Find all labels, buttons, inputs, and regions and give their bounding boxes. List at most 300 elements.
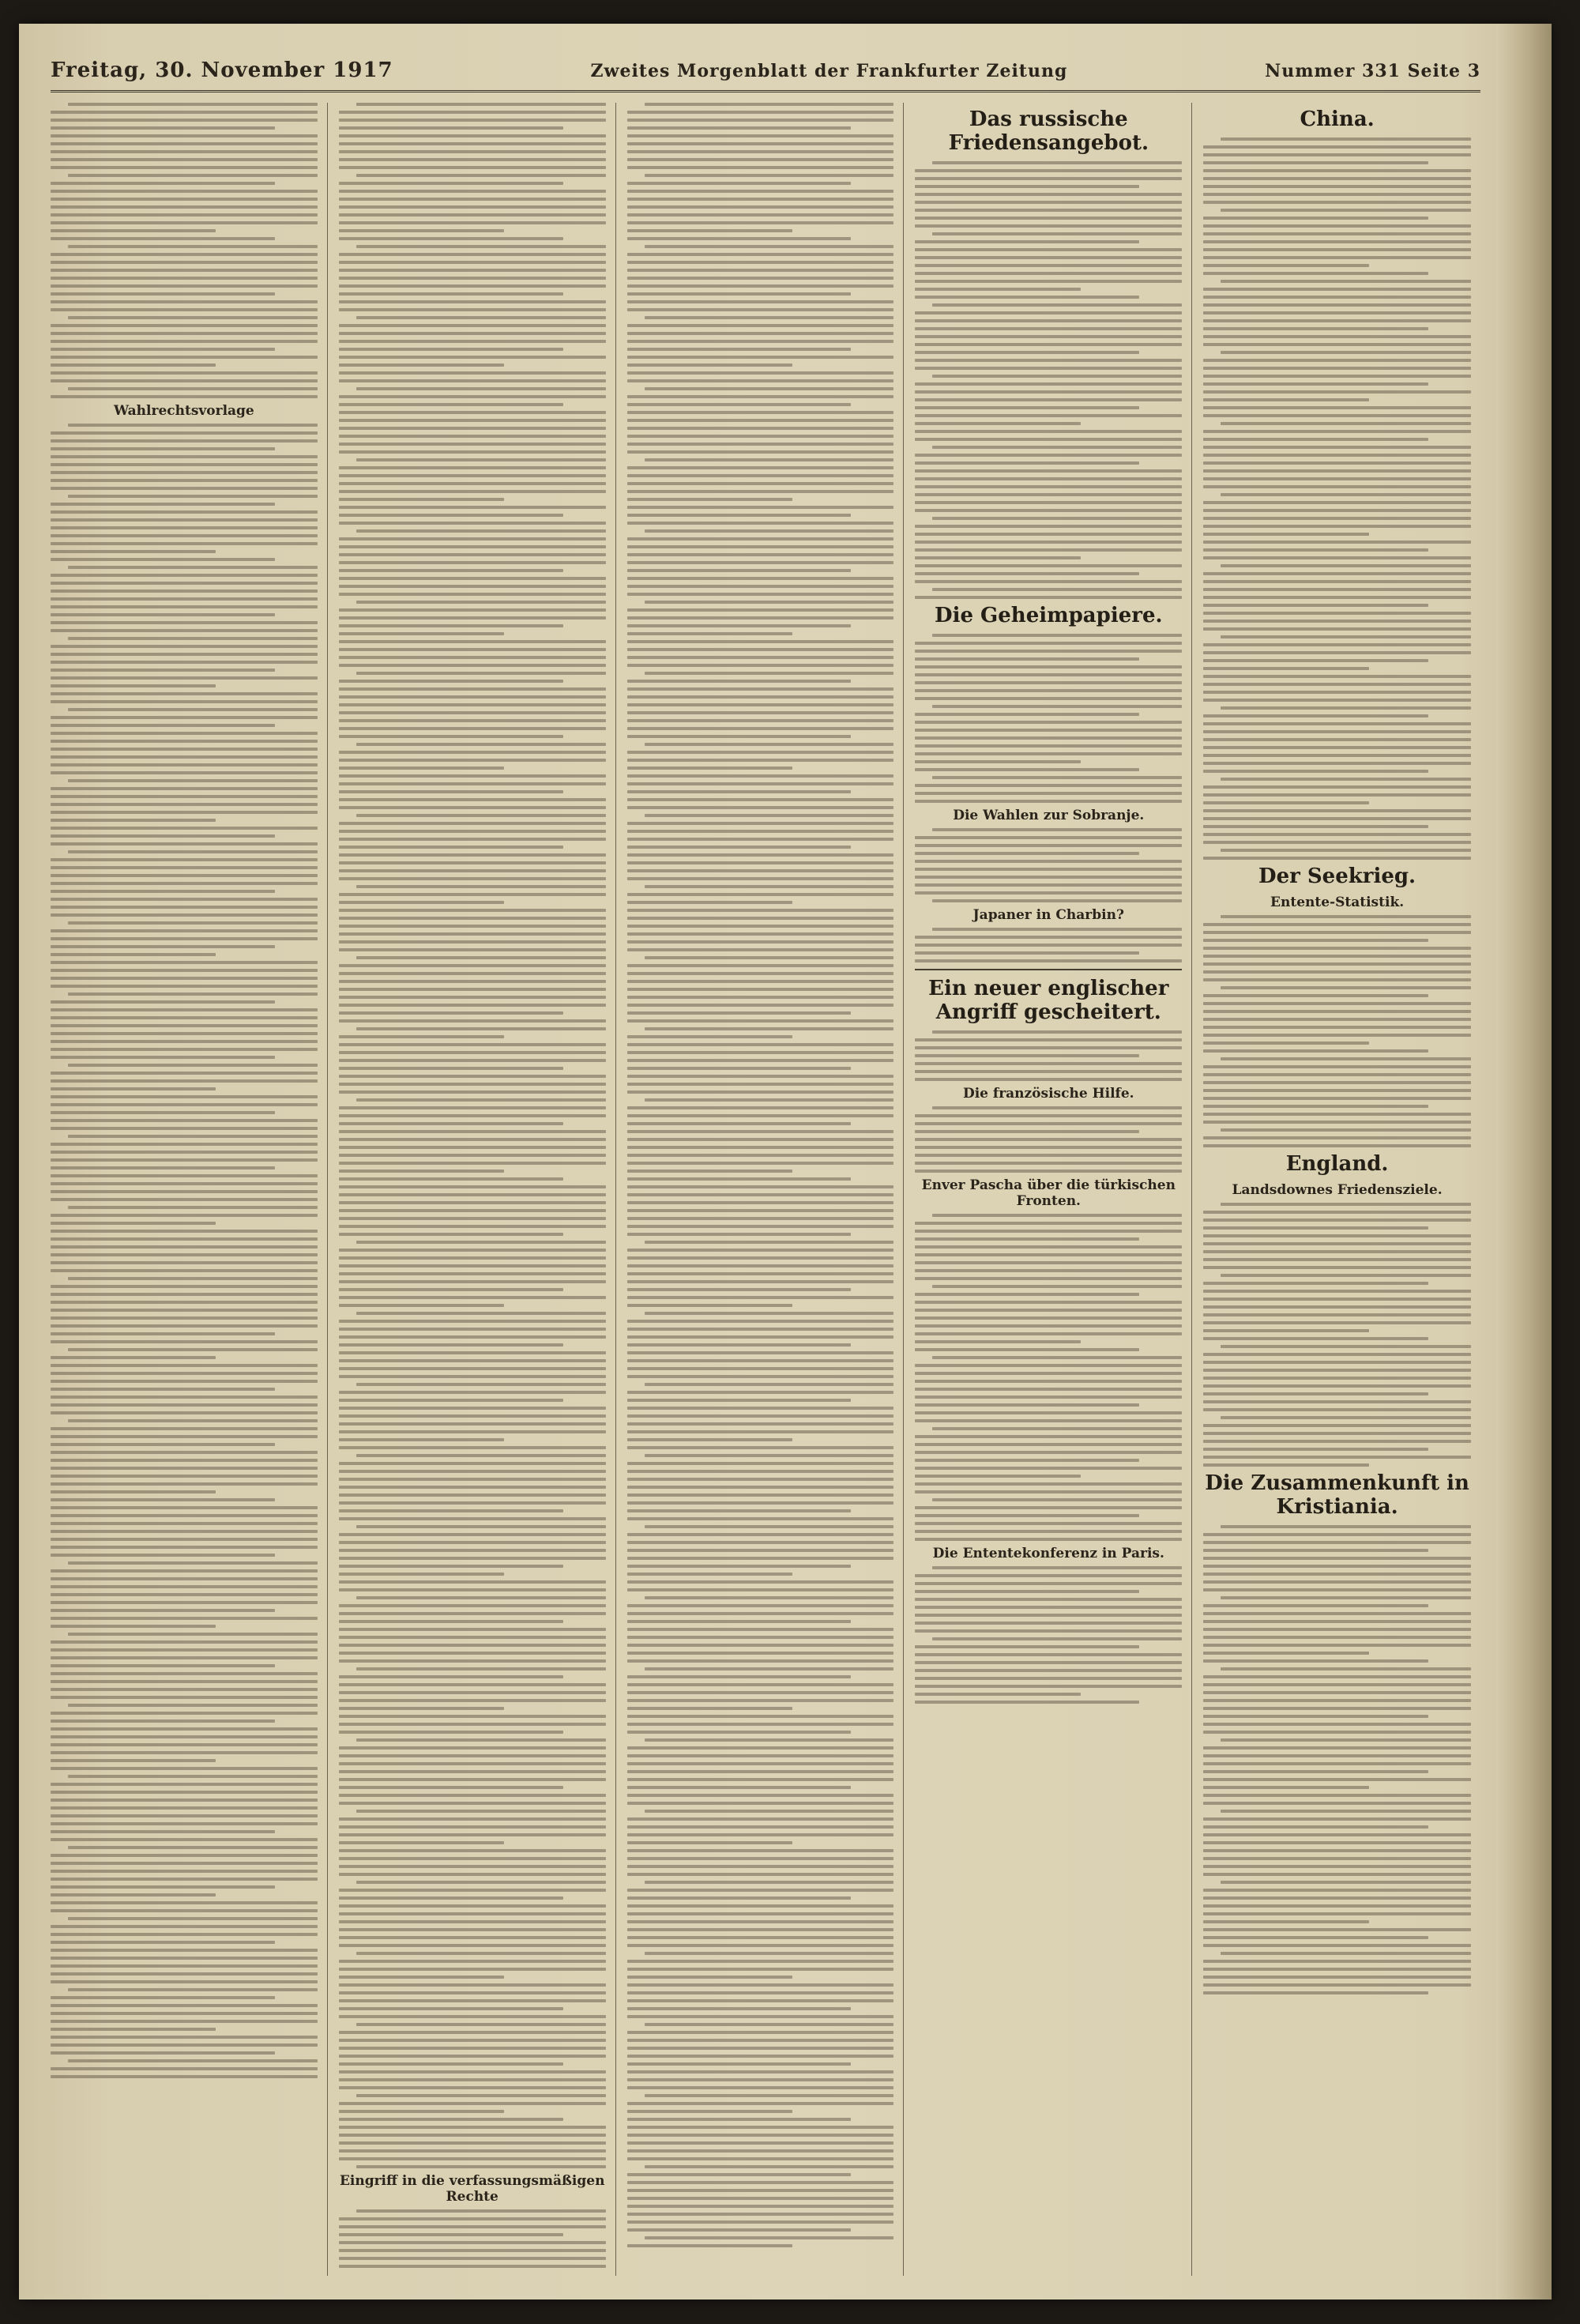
text-line	[339, 1407, 606, 1410]
text-line	[339, 1320, 606, 1323]
text-line	[51, 1656, 318, 1659]
text-line	[915, 485, 1182, 488]
text-line	[915, 217, 1182, 220]
text-line	[915, 248, 1182, 251]
text-line	[51, 1095, 318, 1098]
text-line	[915, 1403, 1139, 1407]
text-line	[627, 308, 894, 311]
text-line	[51, 582, 318, 585]
text-line	[915, 959, 1182, 962]
text-line	[627, 443, 894, 446]
text-line	[51, 834, 275, 838]
text-line	[1203, 770, 1428, 773]
text-line	[915, 224, 1182, 228]
text-line	[51, 221, 318, 224]
headline-wahlen-sobranje: Die Wahlen zur Sobranje.	[953, 808, 1145, 823]
text-line	[51, 439, 318, 443]
text-line	[1203, 714, 1428, 718]
text-line	[68, 495, 318, 498]
text-line	[339, 1177, 563, 1181]
text-line	[627, 348, 852, 351]
headline-wahlrechtsvorlage: Wahlrechtsvorlage	[114, 403, 254, 419]
text-line	[51, 534, 318, 537]
text-line	[915, 1606, 1182, 1609]
text-line	[1221, 849, 1471, 852]
text-line	[645, 672, 894, 675]
text-line	[339, 537, 606, 541]
text-line	[645, 743, 894, 746]
text-line	[1203, 272, 1428, 275]
text-line	[915, 477, 1182, 480]
text-line	[1203, 746, 1471, 749]
text-line	[627, 277, 894, 280]
text-line	[51, 1127, 318, 1130]
text-line	[627, 2062, 852, 2066]
text-line	[627, 514, 852, 517]
article-text	[1203, 137, 1471, 860]
text-line	[51, 1364, 318, 1367]
text-line	[1203, 1620, 1471, 1623]
text-line	[1203, 398, 1369, 401]
text-line	[627, 656, 894, 659]
text-line	[627, 419, 894, 422]
text-line	[627, 1296, 894, 1299]
text-line	[51, 724, 275, 727]
text-line	[51, 661, 318, 664]
text-line	[1221, 1345, 1471, 1348]
text-line	[627, 687, 894, 691]
text-line	[627, 1075, 894, 1078]
text-line	[51, 748, 318, 751]
text-line	[627, 182, 852, 185]
text-line	[1203, 382, 1428, 386]
text-line	[51, 1870, 318, 1873]
text-line	[339, 522, 606, 525]
text-line	[1203, 572, 1471, 575]
text-line	[627, 838, 894, 841]
text-line	[627, 1256, 894, 1260]
text-line	[915, 398, 1182, 401]
text-line	[915, 367, 1182, 370]
text-line	[339, 1849, 606, 1852]
text-line	[915, 1506, 1182, 1509]
text-line	[627, 608, 894, 612]
text-line	[51, 2067, 318, 2070]
text-line	[51, 379, 318, 382]
text-line	[51, 1245, 318, 1249]
text-line	[339, 806, 606, 809]
text-line	[51, 1791, 318, 1794]
text-line	[915, 596, 1182, 599]
text-line	[645, 1810, 894, 1813]
text-line	[356, 1098, 606, 1102]
text-line	[51, 1522, 318, 1525]
text-line	[51, 803, 318, 806]
text-line	[645, 103, 894, 106]
text-line	[627, 2070, 894, 2074]
text-line	[915, 1222, 1182, 1225]
text-line	[627, 1059, 894, 1062]
text-line	[1203, 1242, 1471, 1245]
text-line	[1203, 1329, 1369, 1332]
text-line	[1203, 1313, 1471, 1316]
text-line	[627, 767, 792, 770]
text-line	[339, 1778, 606, 1781]
text-line	[339, 119, 606, 122]
article-text	[915, 1566, 1182, 1704]
text-line	[932, 1427, 1182, 1430]
text-line	[627, 1114, 894, 1117]
text-line	[932, 1356, 1182, 1359]
text-line	[932, 161, 1182, 164]
text-line	[1203, 1976, 1471, 1979]
text-line	[627, 1130, 894, 1133]
text-line	[51, 348, 275, 351]
text-line	[915, 1490, 1182, 1493]
text-line	[627, 585, 894, 588]
text-line	[1203, 161, 1428, 164]
text-line	[627, 1375, 894, 1378]
text-line	[1203, 1290, 1471, 1293]
text-line	[51, 1269, 318, 1272]
text-line	[627, 506, 894, 509]
text-line	[51, 1490, 216, 1493]
text-line	[339, 774, 606, 778]
text-line	[915, 1645, 1139, 1648]
text-line	[627, 711, 894, 714]
text-line	[339, 1304, 504, 1307]
text-line	[51, 1301, 318, 1304]
text-line	[51, 1593, 318, 1596]
text-line	[1203, 1731, 1471, 1734]
page-header	[51, 58, 1480, 92]
text-line	[915, 1396, 1182, 1399]
text-line	[51, 1751, 318, 1754]
text-line	[915, 1038, 1182, 1041]
text-line	[915, 784, 1182, 787]
text-line	[1221, 1525, 1471, 1528]
text-line	[627, 2141, 894, 2145]
text-line	[1203, 1424, 1471, 1427]
text-line	[339, 687, 606, 691]
text-line	[339, 1256, 606, 1260]
text-line	[627, 877, 894, 880]
text-line	[915, 744, 1182, 748]
text-line	[627, 166, 894, 169]
text-line	[915, 1261, 1182, 1264]
text-line	[627, 1035, 792, 1038]
text-line	[1203, 651, 1471, 654]
text-line	[915, 1138, 1182, 1141]
text-line	[51, 676, 318, 680]
text-line	[1203, 177, 1471, 180]
text-line	[339, 1185, 606, 1188]
text-line	[645, 2236, 894, 2239]
text-line	[356, 1525, 606, 1528]
text-line	[51, 1198, 318, 1201]
text-line	[915, 351, 1139, 354]
text-line	[1203, 667, 1369, 670]
text-line	[627, 980, 894, 983]
text-line	[627, 2055, 894, 2058]
text-line	[627, 119, 894, 122]
text-line	[1203, 939, 1428, 942]
text-line	[51, 1079, 318, 1083]
text-line	[627, 1628, 894, 1631]
text-line	[915, 1582, 1182, 1585]
text-line	[51, 977, 318, 980]
text-line	[1203, 1266, 1471, 1269]
text-line	[627, 1462, 894, 1465]
text-line	[627, 356, 894, 359]
text-line	[627, 1193, 894, 1196]
text-line	[627, 229, 792, 232]
text-line	[339, 1438, 504, 1441]
text-line	[51, 1688, 318, 1691]
text-line	[339, 561, 606, 564]
text-line	[627, 1731, 852, 1734]
text-line	[627, 1573, 792, 1576]
text-line	[627, 1873, 894, 1876]
text-line	[339, 1083, 606, 1086]
text-line	[627, 1201, 894, 1204]
text-line	[1203, 454, 1471, 457]
text-line	[51, 1814, 318, 1817]
text-line	[339, 1833, 606, 1836]
text-line	[339, 751, 606, 754]
text-line	[915, 1154, 1182, 1157]
text-line	[356, 1312, 606, 1315]
text-line	[1203, 1762, 1471, 1765]
text-line	[339, 577, 606, 580]
text-line	[51, 1719, 275, 1723]
text-line	[51, 1727, 318, 1731]
text-line	[1203, 256, 1471, 259]
text-line	[339, 1051, 606, 1054]
text-line	[627, 1754, 894, 1757]
text-line	[339, 1430, 606, 1433]
text-line	[1203, 414, 1471, 417]
text-line	[339, 1960, 606, 1963]
text-line	[1203, 825, 1428, 828]
text-line	[627, 126, 852, 130]
text-line	[339, 830, 606, 833]
headline-ententekonferenz: Die Ententekonferenz in Paris.	[932, 1546, 1164, 1561]
text-line	[339, 2241, 606, 2244]
text-line	[915, 936, 1182, 939]
text-line	[1203, 1533, 1471, 1536]
text-line	[68, 1135, 318, 1138]
text-line	[339, 2233, 563, 2236]
text-line	[1203, 319, 1471, 322]
text-line	[339, 782, 606, 785]
text-line	[627, 1019, 894, 1023]
text-line	[915, 1054, 1139, 1057]
text-line	[51, 284, 318, 288]
text-line	[915, 883, 1182, 887]
text-line	[339, 1841, 504, 1844]
text-line	[915, 1598, 1182, 1601]
text-line	[1203, 1073, 1471, 1076]
text-line	[339, 356, 606, 359]
text-line	[645, 458, 894, 461]
headline-china: China.	[1300, 107, 1375, 131]
text-line	[915, 673, 1182, 676]
text-line	[339, 1991, 606, 1994]
text-line	[339, 1533, 606, 1536]
text-line	[51, 961, 318, 964]
text-line	[627, 261, 894, 264]
text-line	[51, 1182, 318, 1185]
text-line	[915, 1530, 1182, 1533]
text-line	[627, 371, 894, 375]
text-line	[339, 1280, 606, 1283]
text-line	[339, 134, 606, 137]
text-line	[1203, 754, 1471, 757]
text-line	[627, 806, 894, 809]
text-line	[68, 1846, 318, 1849]
issue-number: Nummer 331 Seite 3	[1265, 61, 1480, 81]
text-line	[51, 811, 318, 814]
text-line	[339, 1731, 563, 1734]
text-line	[1203, 1944, 1471, 1947]
text-line	[915, 1078, 1182, 1081]
article-text	[915, 161, 1182, 599]
text-line	[627, 2078, 894, 2081]
text-line	[627, 2031, 894, 2034]
text-line	[1221, 209, 1471, 212]
column-3	[627, 103, 905, 2276]
text-line	[51, 669, 275, 672]
text-line	[339, 1628, 606, 1631]
text-line	[339, 2225, 606, 2228]
text-line	[51, 229, 216, 232]
text-line	[339, 2039, 606, 2042]
text-line	[627, 1146, 894, 1149]
text-line	[1203, 469, 1471, 473]
text-line	[1203, 548, 1428, 552]
text-line	[356, 601, 606, 604]
text-line	[339, 585, 606, 588]
text-line	[915, 836, 1182, 839]
text-line	[627, 1090, 894, 1094]
text-line	[1221, 1810, 1471, 1813]
text-line	[627, 1557, 894, 1560]
text-line	[627, 411, 894, 414]
text-line	[51, 1056, 275, 1059]
text-line	[339, 142, 606, 145]
text-line	[339, 182, 563, 185]
text-line	[1203, 675, 1471, 678]
text-line	[932, 232, 1182, 235]
text-line	[51, 1957, 318, 1960]
text-line	[915, 1467, 1182, 1470]
text-line	[51, 1964, 318, 1968]
text-line	[627, 1272, 894, 1275]
text-line	[356, 2094, 606, 2097]
text-line	[51, 945, 275, 948]
text-line	[915, 335, 1182, 338]
text-line	[915, 177, 1182, 180]
text-line	[68, 993, 318, 996]
text-line	[915, 1459, 1139, 1462]
text-line	[627, 1746, 894, 1750]
text-line	[51, 1372, 318, 1375]
text-line	[339, 1557, 606, 1560]
text-line	[627, 996, 894, 999]
text-line	[1203, 970, 1471, 974]
text-line	[339, 1604, 606, 1607]
text-line	[339, 2047, 606, 2050]
text-line	[627, 624, 852, 627]
text-line	[627, 1446, 894, 1449]
text-line	[627, 1217, 894, 1220]
text-line	[339, 1478, 606, 1481]
text-line	[339, 948, 606, 951]
text-line	[627, 1288, 852, 1291]
text-line	[51, 1554, 275, 1557]
article-text	[1203, 915, 1471, 1147]
text-line	[339, 277, 606, 280]
text-line	[51, 1285, 318, 1288]
text-line	[1203, 1754, 1471, 1757]
text-line	[627, 1501, 894, 1505]
text-line	[627, 1541, 894, 1544]
text-line	[339, 2070, 606, 2074]
text-line	[627, 466, 894, 469]
text-line	[1221, 986, 1471, 989]
text-line	[339, 450, 606, 454]
text-line	[339, 1636, 606, 1639]
text-line	[627, 1976, 792, 1979]
text-line	[339, 1612, 606, 1615]
text-line	[51, 1435, 318, 1438]
text-line	[51, 787, 318, 790]
text-line	[627, 1106, 894, 1109]
text-line	[356, 1738, 606, 1742]
text-line	[1203, 833, 1471, 836]
text-line	[51, 205, 318, 209]
text-line	[932, 1214, 1182, 1217]
text-line	[1203, 1369, 1471, 1372]
text-line	[339, 893, 606, 896]
text-line	[51, 1625, 216, 1628]
text-line	[627, 1707, 792, 1710]
text-line	[627, 111, 894, 114]
text-line	[1203, 556, 1471, 559]
text-line	[51, 755, 318, 759]
text-line	[1203, 1218, 1471, 1222]
text-line	[1221, 915, 1471, 918]
text-line	[1221, 1881, 1471, 1884]
text-line	[339, 1288, 563, 1291]
text-line	[339, 284, 606, 288]
text-line	[339, 1249, 606, 1252]
text-line	[645, 601, 894, 604]
text-line	[627, 1817, 894, 1821]
text-line	[51, 340, 318, 343]
text-line	[356, 529, 606, 533]
text-line	[627, 1399, 852, 1402]
text-line	[1203, 620, 1471, 623]
text-line	[627, 2039, 894, 2042]
text-line	[1203, 1580, 1471, 1584]
text-line	[51, 1443, 275, 1446]
text-line	[645, 245, 894, 248]
text-line	[627, 1659, 894, 1663]
text-line	[932, 1566, 1182, 1569]
text-line	[51, 1759, 216, 1762]
